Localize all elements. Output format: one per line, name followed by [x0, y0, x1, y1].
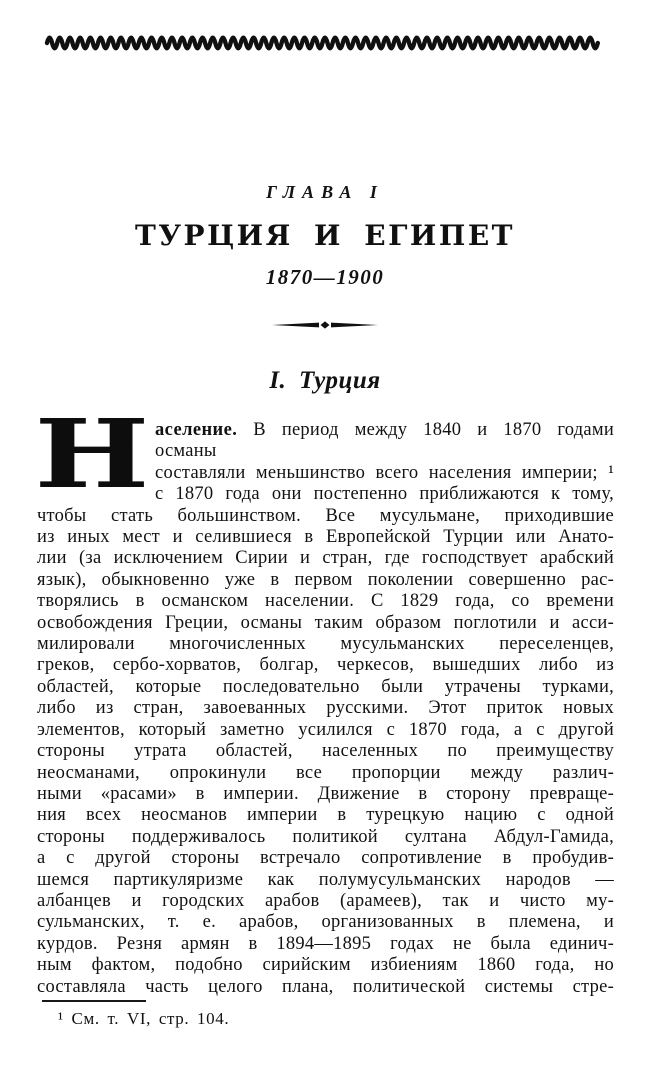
divider-left-blade	[272, 323, 319, 328]
body-line: с 1870 года они постепенно приближаются к тому,	[155, 484, 614, 505]
body-line: из иных мест и селившиеся в Европейской Турции или Анато-	[37, 527, 614, 548]
wavy-rule-ornament	[44, 33, 608, 53]
body-line: аселение. В период между 1840 и 1870 годами османы	[155, 420, 614, 462]
chapter-label: ГЛАВА I	[266, 182, 384, 202]
body-line: а с другой стороны встречало сопротивление в пробудив-	[37, 848, 614, 869]
body-line: составляли меньшинство всего населения империи; ¹	[155, 462, 614, 483]
body-text	[37, 420, 614, 998]
body-line: стороны поддерживалось политикой султана Абдул-Гамида,	[37, 826, 614, 847]
body-line: либо из стран, завоеванных русскими. Этот приток новых	[37, 698, 614, 719]
body-line: стороны утрата областей, населенных по преимуществу	[37, 741, 614, 762]
body-line: лии (за исключением Сирии и стран, где господствует арабский	[37, 548, 614, 569]
divider-ornament	[272, 319, 378, 331]
divider-center-knot	[321, 321, 330, 328]
footnote: ¹ См. т. VI, стр. 104.	[58, 1009, 230, 1028]
footnote-rule	[42, 1000, 146, 1002]
chapter-title: ТУРЦИЯ И ЕГИПЕТ	[134, 219, 515, 252]
body-line: ния всех неосманов империи в турецкую нацию с одной	[37, 805, 614, 826]
wavy-rule-path	[47, 38, 598, 49]
body-line: составляла часть целого плана, политической системы стре-	[37, 976, 614, 997]
body-line: элементов, который заметно усилился с 1870 года, а с другой	[37, 719, 614, 740]
body-line: шемся партикуляризме как полумусульманских народов —	[37, 869, 614, 890]
section-heading: I. Турция	[269, 367, 381, 394]
body-line: греков, сербо-хорватов, болгар, черкесов, вышедших либо из	[37, 655, 614, 676]
body-line: освобождения Греции, османы таким образом поглотили и асси-	[37, 612, 614, 633]
body-line: курдов. Резня армян в 1894—1895 годах не была единич-	[37, 933, 614, 954]
divider-right-blade	[331, 323, 378, 328]
chapter-years: 1870—1900	[265, 265, 385, 289]
body-line: ными «расами» в империи. Движение в сторону превраще-	[37, 783, 614, 804]
lead-word: аселение.	[155, 420, 238, 440]
body-line: сульманских, т. е. арабов, организованных в племена, и	[37, 912, 614, 933]
body-line: язык), обыкновенно уже в первом поколении совершенно рас-	[37, 569, 614, 590]
body-line: творялись в османском населении. С 1829 года, со времени	[37, 591, 614, 612]
body-line: албанцев и городских арабов (арамеев), так и чисто му-	[37, 890, 614, 911]
body-line: областей, которые последовательно были утрачены турками,	[37, 676, 614, 697]
body-line: неосманами, опрокинули все пропорции между различ-	[37, 762, 614, 783]
body-line: ным фактом, подобно сирийским избиениям 1860 года, но	[37, 955, 614, 976]
body-line: чтобы стать большинством. Все мусульмане, приходившие	[37, 505, 614, 526]
dropcap-letter: Н	[34, 399, 150, 510]
body-line: милировали многочисленных мусульманских переселенцев,	[37, 634, 614, 655]
